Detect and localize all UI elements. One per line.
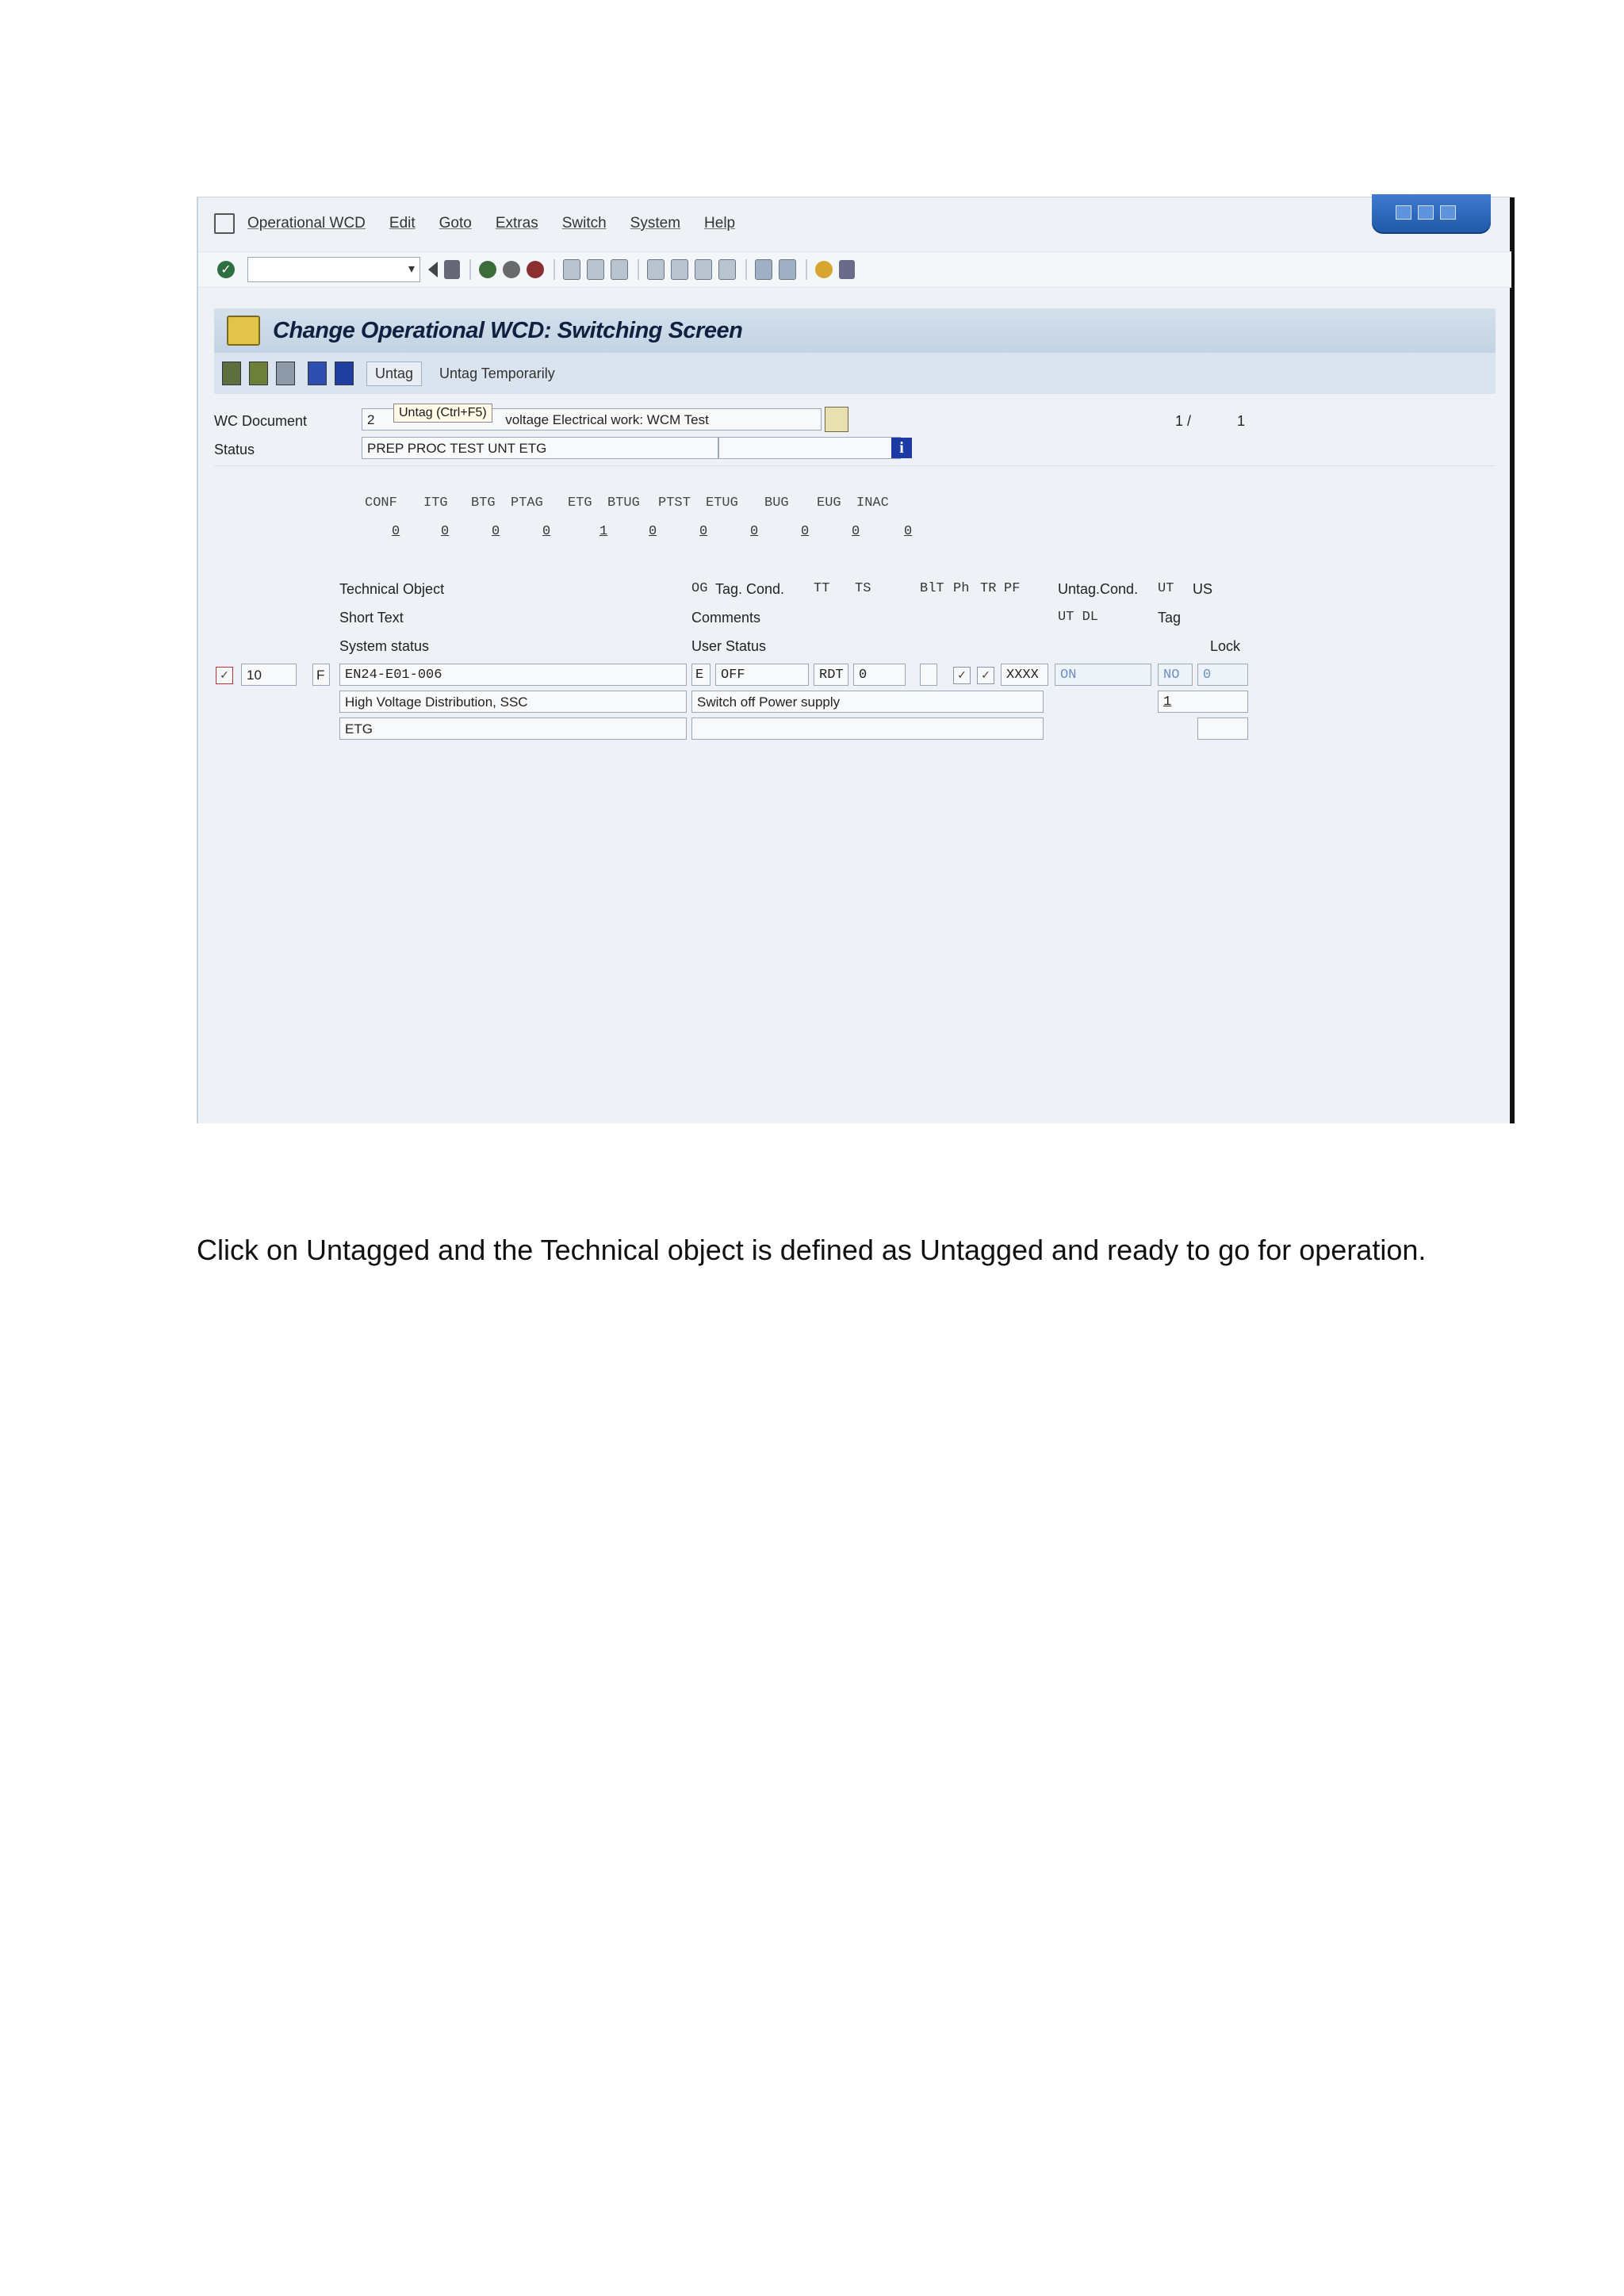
instruction-caption: Click on Untagged and the Technical object is defined as Untagged and ready to go for operation. — [197, 1234, 1427, 1266]
counter-ptst-value[interactable]: 0 — [699, 524, 708, 539]
counter-btug-value[interactable]: 0 — [649, 524, 657, 539]
last-page-icon[interactable] — [718, 259, 736, 280]
col-comments: Comments — [691, 610, 761, 626]
toolbar-separator — [638, 259, 639, 280]
info-icon[interactable] — [335, 362, 354, 385]
toolbar-icons — [428, 259, 861, 280]
technical-object-value: EN24-E01-006 — [345, 668, 442, 683]
comments-field[interactable] — [691, 691, 1044, 713]
counter-eug-value[interactable]: 0 — [852, 524, 860, 539]
page-indicator: 1 / — [1175, 413, 1192, 429]
counter-eug-label: EUG — [817, 496, 841, 511]
counter-btg-value[interactable]: 0 — [492, 524, 500, 539]
switching-screen-content — [214, 394, 1496, 1123]
og-value: E — [695, 668, 704, 683]
counter-conf-value[interactable]: 0 — [392, 524, 400, 539]
counter-etg-value[interactable]: 1 — [599, 524, 608, 539]
menu-bar — [198, 205, 1511, 242]
us-value: 0 — [1203, 668, 1212, 683]
col-tag-cond: Tag. Cond. — [715, 581, 785, 597]
help-icon[interactable] — [815, 261, 833, 278]
menu-goto[interactable]: Goto — [439, 215, 472, 232]
find-icon[interactable] — [587, 259, 604, 280]
tag-value: 1 — [1163, 695, 1172, 710]
save-icon[interactable] — [444, 260, 460, 279]
ph-checkbox[interactable]: ✓ — [953, 667, 971, 684]
toolbar-separator — [553, 259, 555, 280]
system-status-field — [339, 718, 687, 740]
col-lock: Lock — [1210, 638, 1241, 654]
lock-field[interactable] — [1197, 718, 1248, 740]
cancel-icon[interactable] — [527, 261, 544, 278]
page-total: 1 — [1237, 413, 1246, 429]
counter-itg-value[interactable]: 0 — [441, 524, 450, 539]
comments-value: Switch off Power supply — [697, 695, 841, 710]
status-info-icon[interactable]: i — [891, 438, 912, 458]
back-icon[interactable] — [479, 261, 496, 278]
col-short-text: Short Text — [339, 610, 404, 626]
print-icon[interactable] — [563, 259, 580, 280]
tt-value: RDT — [819, 668, 844, 683]
exit-icon[interactable] — [503, 261, 520, 278]
counter-ptag-label: PTAG — [511, 496, 543, 511]
counter-itg-label: ITG — [423, 496, 448, 511]
user-status-item-field[interactable] — [691, 718, 1044, 740]
counter-etg-label: ETG — [568, 496, 592, 511]
system-status-value: ETG — [345, 721, 373, 737]
status-value: PREP PROC TEST UNT ETG — [367, 441, 547, 456]
us-field — [1197, 664, 1248, 686]
toolbar-separator — [806, 259, 807, 280]
untag-cond-field — [1055, 664, 1151, 686]
menu-edit[interactable]: Edit — [389, 215, 416, 232]
menu-help[interactable]: Help — [704, 215, 736, 232]
wc-document-label: WC Document — [214, 413, 308, 429]
status-label: Status — [214, 442, 255, 457]
user-status-field[interactable] — [718, 437, 901, 459]
col-ph: Ph — [953, 581, 970, 596]
col-pf: PF — [1004, 581, 1021, 596]
menu-extras[interactable]: Extras — [495, 215, 538, 232]
menu-system[interactable]: System — [630, 215, 681, 232]
status-field — [362, 437, 718, 459]
counter-inac-value[interactable]: 0 — [904, 524, 913, 539]
next-page-icon[interactable] — [695, 259, 712, 280]
counter-btug-label: BTUG — [607, 496, 640, 511]
new-session-icon[interactable] — [755, 259, 772, 280]
technical-object-field[interactable] — [339, 664, 687, 686]
item-f: F — [316, 668, 325, 683]
counter-inac-label: INAC — [856, 496, 889, 511]
counter-btg-label: BTG — [471, 496, 496, 511]
shortcut-icon[interactable] — [779, 259, 796, 280]
col-ut: UT — [1158, 581, 1174, 596]
col-ts: TS — [855, 581, 871, 596]
back-arrow-icon[interactable] — [428, 262, 438, 277]
untag-cond-value: ON — [1060, 668, 1077, 683]
menu-icon[interactable] — [214, 213, 235, 234]
item-seq-field[interactable] — [241, 664, 297, 686]
col-system-status: System status — [339, 638, 430, 654]
counter-ptst-label: PTST — [658, 496, 691, 511]
toolbar-separator — [469, 259, 471, 280]
untag-temporarily-button[interactable]: Untag Temporarily — [439, 365, 555, 381]
short-text-value: High Voltage Distribution, SSC — [345, 695, 528, 710]
ts-field[interactable] — [853, 664, 906, 686]
find-next-icon[interactable] — [611, 259, 628, 280]
short-text-field[interactable] — [339, 691, 687, 713]
ts-value: 0 — [859, 668, 868, 683]
ut-value: NO — [1163, 668, 1180, 683]
col-ut-dl: UT DL — [1058, 610, 1099, 625]
tag-icon[interactable] — [222, 362, 241, 385]
document-icon[interactable] — [276, 362, 295, 385]
tag-temporary-icon[interactable] — [249, 362, 268, 385]
untag-button[interactable]: Untag — [366, 362, 422, 386]
ut-field — [1158, 664, 1193, 686]
counter-etug-value[interactable]: 0 — [750, 524, 759, 539]
toolbar-separator — [745, 259, 747, 280]
previous-page-icon[interactable] — [671, 259, 688, 280]
page-title: Change Operational WCD: Switching Screen — [273, 317, 743, 343]
first-page-icon[interactable] — [647, 259, 665, 280]
col-user-status: User Status — [691, 638, 767, 654]
pf-value: XXXX — [1006, 668, 1039, 683]
grid-icon[interactable] — [308, 362, 327, 385]
tag-cond-field[interactable] — [715, 664, 809, 686]
blt-field[interactable] — [920, 664, 937, 686]
col-tt: TT — [814, 581, 830, 596]
layout-icon[interactable] — [839, 260, 855, 279]
item-seq: 10 — [247, 668, 262, 683]
wc-document-text: voltage Electrical work: WCM Test — [505, 412, 709, 427]
col-us: US — [1193, 581, 1213, 597]
counter-ptag-value[interactable]: 0 — [542, 524, 551, 539]
transaction-icon — [227, 316, 260, 346]
og-field[interactable] — [691, 664, 710, 686]
window-edge — [1510, 197, 1515, 1123]
command-field[interactable] — [247, 257, 420, 282]
item-f-field[interactable] — [312, 664, 330, 686]
col-og: OG — [691, 581, 708, 596]
tag-field[interactable] — [1158, 691, 1248, 713]
edit-long-text-icon[interactable] — [825, 407, 848, 432]
counter-bug-label: BUG — [764, 496, 789, 511]
sap-screenshot — [197, 197, 1511, 1123]
untag-tooltip: Untag (Ctrl+F5) — [393, 404, 492, 423]
application-toolbar — [214, 353, 1496, 395]
row-select-checkbox[interactable]: ✓ — [216, 667, 233, 684]
counter-bug-value[interactable]: 0 — [801, 524, 810, 539]
menu-operational-wcd[interactable]: Operational WCD — [247, 215, 366, 232]
counter-etug-label: ETUG — [706, 496, 738, 511]
counter-conf-label: CONF — [365, 496, 397, 511]
col-technical-object: Technical Object — [339, 581, 445, 597]
screen-title-bar — [214, 308, 1496, 353]
wc-document-number: 2 — [367, 412, 375, 427]
enter-icon[interactable]: ✓ — [217, 261, 235, 278]
standard-toolbar — [198, 251, 1511, 288]
col-tr: TR — [980, 581, 997, 596]
tr-checkbox[interactable]: ✓ — [977, 667, 994, 684]
col-blt: BlT — [920, 581, 944, 596]
col-untag-cond: Untag.Cond. — [1058, 581, 1139, 597]
pf-field[interactable] — [1001, 664, 1048, 686]
tag-cond-value: OFF — [721, 668, 745, 683]
tt-field[interactable] — [814, 664, 848, 686]
col-tag: Tag — [1158, 610, 1182, 626]
header-divider — [214, 465, 1496, 466]
menu-switch[interactable]: Switch — [561, 215, 607, 232]
